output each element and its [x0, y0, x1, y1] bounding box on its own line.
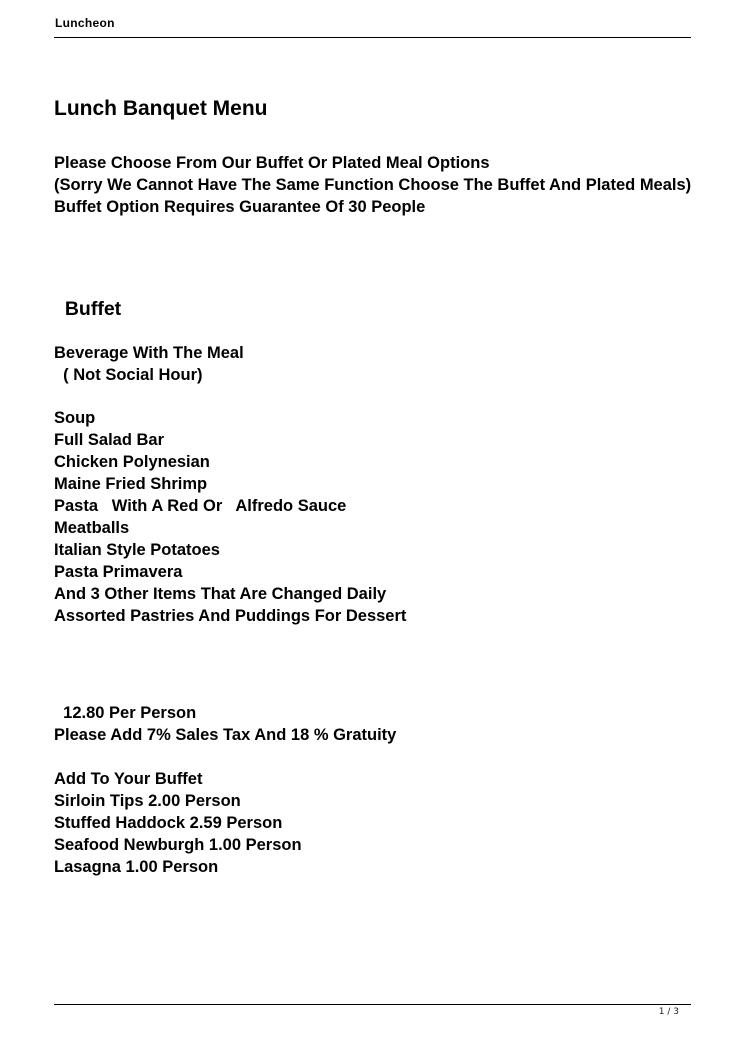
list-item: Full Salad Bar — [54, 431, 165, 450]
list-item: Italian Style Potatoes — [54, 540, 220, 559]
list-item: Soup — [54, 409, 96, 428]
spacer — [54, 123, 694, 153]
intro-line: (Sorry We Cannot Have The Same Function Choose The Buffet And Plated Meals) — [54, 175, 692, 194]
list-item: Maine Fried Shrimp — [54, 475, 208, 494]
beverage-line: Beverage With The Meal — [54, 343, 244, 362]
list-item: Pasta With A Red Or Alfredo Sauce — [54, 497, 347, 516]
list-item: Stuffed Haddock 2.59 Person — [54, 814, 283, 832]
intro-line: Please Choose From Our Buffet Or Plated Meal Options — [54, 154, 490, 172]
header-title: Luncheon — [55, 16, 115, 30]
spacer — [54, 747, 694, 769]
buffet-item-list — [54, 408, 694, 627]
tax-note: Please Add 7% Sales Tax And 18 % Gratuity — [54, 726, 397, 745]
list-item: Seafood Newburgh 1.00 Person — [54, 835, 302, 854]
spacer — [54, 322, 694, 343]
spacer — [54, 627, 694, 703]
addons-heading: Add To Your Buffet — [54, 770, 203, 789]
list-item: Meatballs — [54, 518, 130, 537]
page-footer — [54, 1004, 691, 1017]
list-item: Lasagna 1.00 Person — [54, 857, 219, 876]
list-item: Chicken Polynesian — [54, 453, 210, 472]
intro-line: Buffet Option Requires Guarantee Of 30 People — [54, 197, 426, 216]
list-item: Sirloin Tips 2.00 Person — [54, 792, 241, 811]
page-header — [54, 16, 691, 38]
price-per-person: 12.80 Per Person — [54, 704, 197, 723]
page-title: Lunch Banquet Menu — [54, 97, 268, 120]
addon-list — [54, 791, 694, 879]
section-heading-buffet: Buffet — [54, 297, 122, 320]
list-item: And 3 Other Items That Are Changed Daily — [54, 584, 387, 603]
spacer — [54, 387, 694, 409]
beverage-note: ( Not Social Hour) — [54, 365, 203, 384]
list-item: Assorted Pastries And Puddings For Dessert — [54, 606, 407, 625]
page-number: 1 / 3 — [658, 1007, 679, 1017]
menu-content — [54, 95, 694, 879]
list-item: Pasta Primavera — [54, 562, 183, 581]
spacer — [54, 219, 694, 296]
